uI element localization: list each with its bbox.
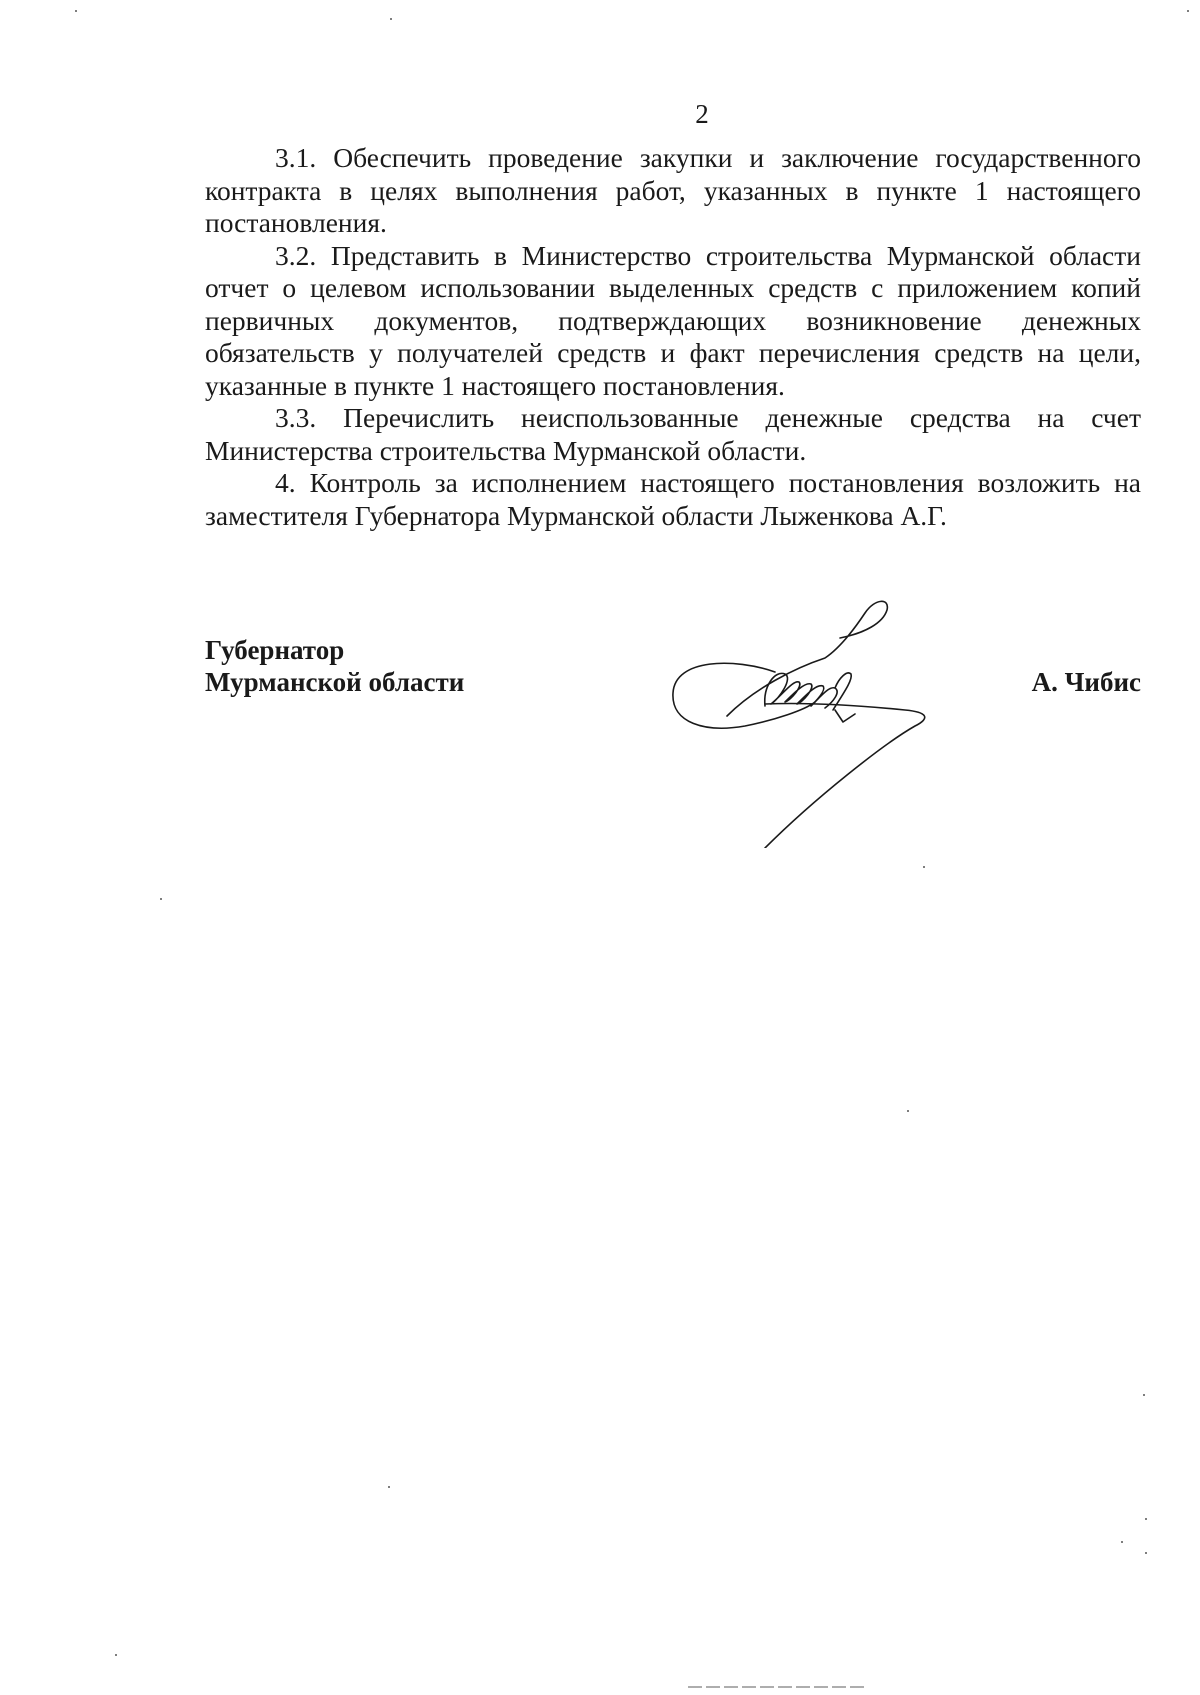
scan-artifact-line (688, 1686, 868, 1688)
scan-speck (390, 18, 392, 20)
scan-speck (907, 1110, 909, 1112)
signatory-position (205, 634, 464, 698)
paragraph-3-2: 3.2. Представить в Министерство строительства Мурманской области отчет о целевом использовании выделенных средств с приложением копий первичных документов, подтверждающих возникновение денежных обязательств у получателей средств и факт перечисления средств на цели, указанные в пункте 1 настоящего постановления. (205, 239, 1141, 401)
scan-speck (1143, 1394, 1145, 1396)
handwritten-signature (665, 598, 965, 848)
scan-speck (388, 1486, 390, 1488)
paragraph-4: 4. Контроль за исполнением настоящего постановления возложить на заместителя Губернатора Мурманской области Лыженкова А.Г. (205, 467, 1141, 531)
scan-speck (1187, 10, 1189, 12)
document-body (205, 142, 1141, 532)
signatory-position-line-1: Губернатор (205, 635, 345, 665)
scan-speck (75, 10, 77, 12)
scan-speck (1145, 1552, 1147, 1554)
paragraph-3-1: 3.1. Обеспечить проведение закупки и заключение государственного контракта в целях выполнения работ, указанных в пункте 1 настоящего постановления. (205, 142, 1141, 238)
paragraph-3-3: 3.3. Перечислить неиспользованные денежные средства на счет Министерства строительства Мурманской области. (205, 402, 1141, 466)
scan-speck (115, 1654, 117, 1656)
page-number: 2 (695, 99, 709, 129)
scan-speck (923, 866, 925, 868)
scan-speck (1121, 1541, 1123, 1543)
scan-speck (160, 898, 162, 900)
scan-speck (1145, 1518, 1147, 1520)
signatory-position-line-2: Мурманской области (205, 667, 465, 697)
signatory-name: А. Чибис (1031, 667, 1141, 697)
